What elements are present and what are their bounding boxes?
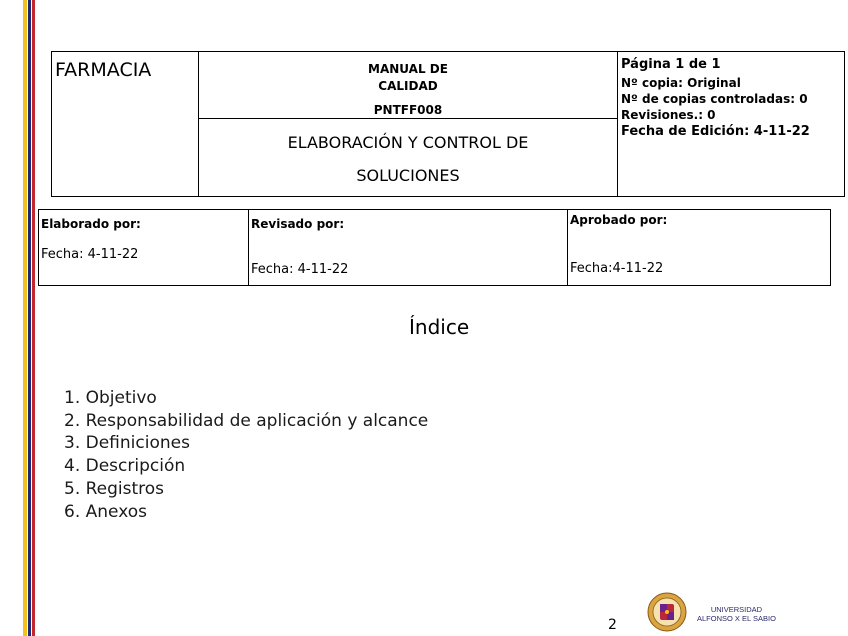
university-name [697,605,776,623]
revisions-info: Revisiones.: 0 [621,108,716,122]
index-item: 5. Registros [64,478,165,499]
page-info: Página 1 de 1 [621,57,721,72]
index-list [64,387,428,523]
copy-info: Nº copia: Original [621,76,741,90]
index-item: 6. Anexos [64,501,147,522]
manual-line-1: MANUAL DE [368,62,448,76]
index-title: Índice [409,315,470,339]
edition-date-info: Fecha de Edición: 4-11-22 [621,124,810,139]
left-stripe-blue [28,0,31,636]
document-title-line-2: SOLUCIONES [356,166,460,185]
document-title-cell [199,119,617,196]
header-department-cell [52,52,199,196]
department-label: FARMACIA [55,59,152,81]
index-item: 4. Descripción [64,456,186,477]
university-seal-icon [647,592,687,632]
header-meta-cell [618,52,844,196]
index-item: 3. Definiciones [64,433,190,454]
manual-line-2: CALIDAD [378,79,438,93]
header-table [51,51,845,197]
index-item: 1. Objetivo [64,388,157,408]
approved-cell [568,210,830,285]
manual-cell [199,52,617,119]
page-number: 2 [608,617,617,633]
document-code: PNTFF008 [373,103,443,117]
controlled-copies-info: Nº de copias controladas: 0 [621,92,808,106]
prepared-cell [39,210,249,285]
university-name-line-1: UNIVERSIDAD [710,605,763,614]
approved-date: Fecha:4-11-22 [570,261,664,276]
reviewed-date: Fecha: 4-11-22 [251,262,349,277]
reviewed-cell [249,210,568,285]
approval-table [38,209,831,286]
header-title-cell [199,52,618,196]
left-stripe-yellow [23,0,27,636]
index-item: 2. Responsabilidad de aplicación y alcance [64,410,429,431]
left-stripe-red [32,0,35,636]
prepared-label: Elaborado por: [41,217,141,231]
prepared-date: Fecha: 4-11-22 [41,247,139,262]
document-title-line-1: ELABORACIÓN Y CONTROL DE [287,133,529,152]
reviewed-label: Revisado por: [251,217,345,231]
university-name-line-2: ALFONSO X EL SABIO [697,614,776,623]
approved-label: Aprobado por: [570,213,668,227]
